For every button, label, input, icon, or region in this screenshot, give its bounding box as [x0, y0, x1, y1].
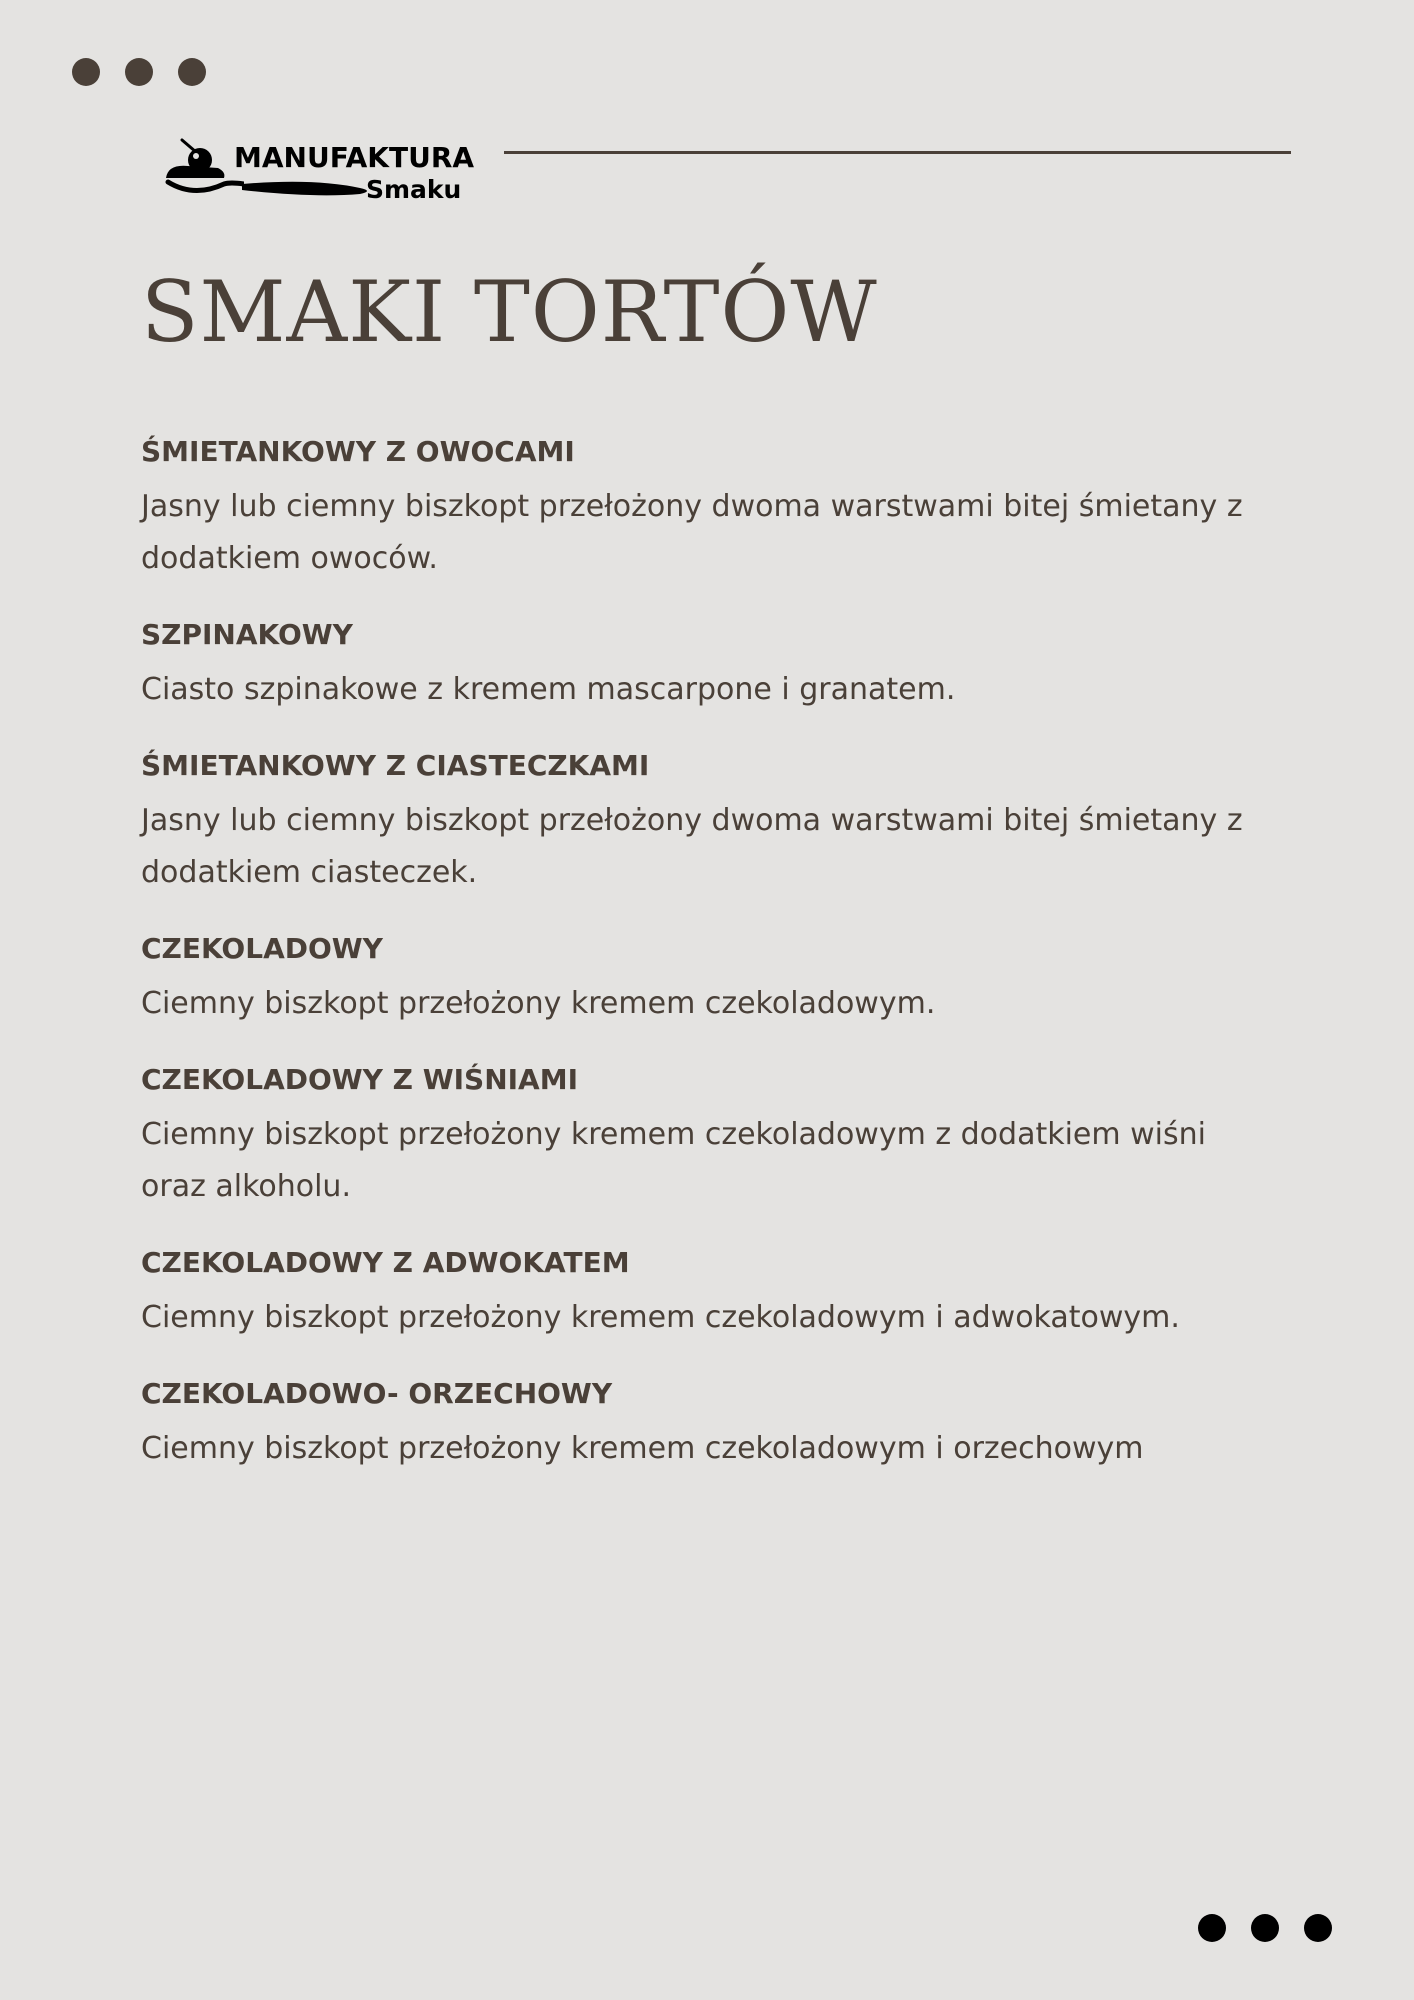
flavor-item [141, 744, 1291, 899]
page-title: SMAKI TORTÓW [141, 263, 878, 361]
flavor-name: CZEKOLADOWY Z WIŚNIAMI [141, 1063, 579, 1096]
flavor-description: Ciemny biszkopt przełożony kremem czekoladowym i adwokatowym. [141, 1300, 1180, 1335]
decorative-dots-top [72, 58, 206, 86]
logo-text-line1: MANUFAKTURA [234, 141, 475, 174]
flavor-item [141, 1058, 1291, 1213]
header-divider [504, 151, 1291, 154]
flavor-description: Ciemny biszkopt przełożony kremem czekoladowym z dodatkiem wiśni oraz alkoholu. [141, 1117, 1206, 1204]
flavor-name: ŚMIETANKOWY Z OWOCAMI [141, 435, 575, 468]
brand-logo [164, 138, 475, 210]
flavor-description: Ciemny biszkopt przełożony kremem czekoladowym. [141, 986, 936, 1021]
flavor-name: SZPINAKOWY [141, 618, 353, 651]
flavor-item [141, 613, 1291, 716]
dot-icon [125, 58, 153, 86]
dot-icon [1251, 1914, 1279, 1942]
flavor-name: CZEKOLADOWY Z ADWOKATEM [141, 1246, 630, 1279]
dot-icon [1304, 1914, 1332, 1942]
dot-icon [72, 58, 100, 86]
flavor-name: ŚMIETANKOWY Z CIASTECZKAMI [141, 749, 650, 782]
flavor-item [141, 1241, 1291, 1344]
flavor-name: CZEKOLADOWY [141, 932, 383, 965]
dot-icon [1198, 1914, 1226, 1942]
flavor-list [141, 430, 1291, 1503]
flavor-name: CZEKOLADOWO- ORZECHOWY [141, 1377, 613, 1410]
flavor-item [141, 430, 1291, 585]
flavor-description: Ciemny biszkopt przełożony kremem czekoladowym i orzechowym [141, 1431, 1144, 1466]
flavor-item [141, 927, 1291, 1030]
flavor-description: Jasny lub ciemny biszkopt przełożony dwoma warstwami bitej śmietany z dodatkiem ciasteczek. [141, 803, 1243, 890]
flavor-description: Jasny lub ciemny biszkopt przełożony dwoma warstwami bitej śmietany z dodatkiem owoców. [141, 489, 1243, 576]
flavor-description: Ciasto szpinakowe z kremem mascarpone i granatem. [141, 672, 956, 707]
dot-icon [178, 58, 206, 86]
flavor-item [141, 1372, 1291, 1475]
logo-text-line2: Smaku [366, 175, 462, 204]
decorative-dots-bottom [1198, 1914, 1332, 1942]
